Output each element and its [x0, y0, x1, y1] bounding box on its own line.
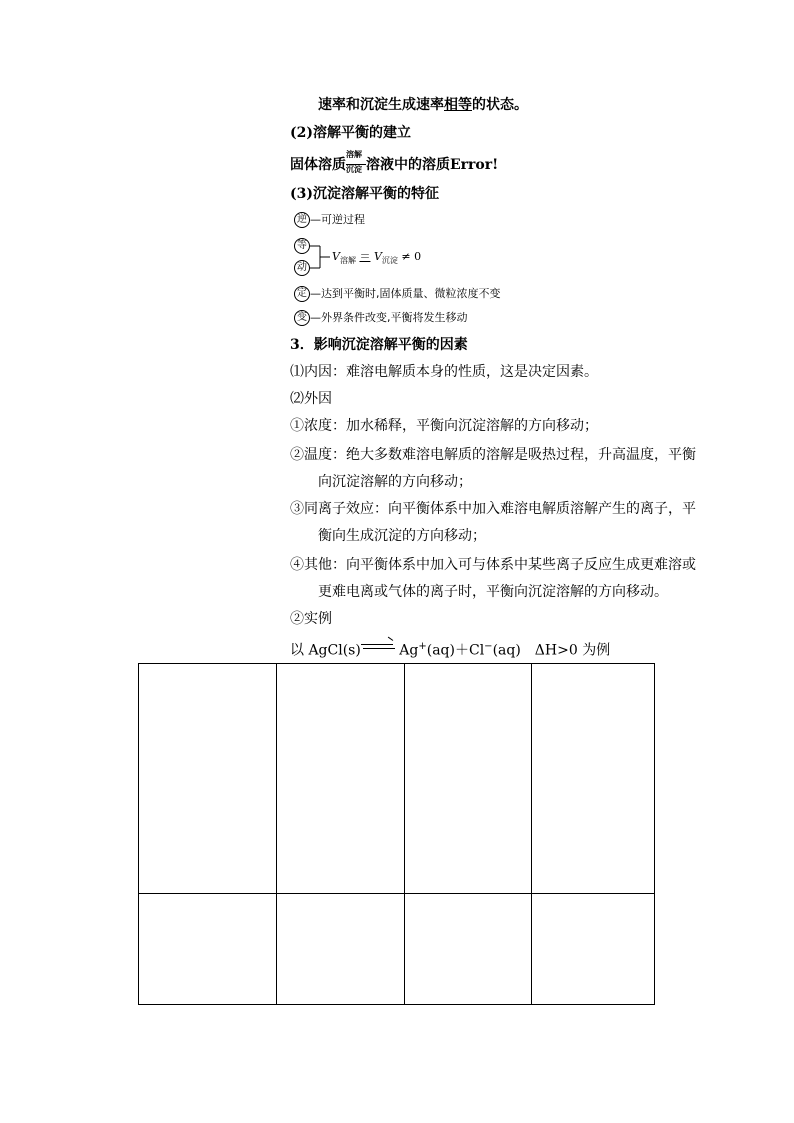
text-line-concentration: ①浓度：加水稀释，平衡向沉淀溶解的方向移动； — [290, 418, 598, 434]
circle-bian: 变 — [294, 310, 310, 326]
feature-text: 可逆过程 — [321, 213, 365, 226]
text-line-common-ion-cont: 衡向生成沉淀的方向移动； — [318, 528, 486, 544]
section-heading-3: 3．影响沉淀溶解平衡的因素 — [290, 337, 468, 353]
text-line-1 — [318, 96, 528, 114]
text-span: 速率和沉淀生成速率 — [318, 97, 444, 113]
text-line-3 — [290, 149, 499, 174]
table-row — [139, 664, 655, 894]
text-span: 固体溶质 — [290, 157, 346, 173]
feature-text: 达到平衡时,固体质量、微粒浓度不变 — [321, 287, 501, 300]
v-sub-dissolve: 溶解 — [339, 256, 356, 266]
example-table — [138, 663, 655, 1005]
text-line-inner-cause: ⑴内因：难溶电解质本身的性质，这是决定因素。 — [290, 364, 598, 380]
feature-ding-text: —达到平衡时,固体质量、微粒浓度不变 — [310, 287, 501, 300]
rate-equation — [332, 250, 421, 268]
superscript: − — [484, 641, 493, 652]
text-line-agcl-equation — [290, 638, 610, 660]
table-cell — [532, 664, 655, 894]
not-equal-zero: ≠ 0 — [401, 250, 422, 263]
text-line-example: ②实例 — [290, 611, 332, 627]
stack-bottom: 沉淀 — [346, 164, 362, 174]
table-cell — [405, 894, 532, 1005]
text-span: (aq) ΔH>0 为例 — [492, 642, 611, 659]
superscript: + — [418, 641, 427, 652]
v-symbol: V — [332, 250, 340, 263]
text-line-outer-cause: ⑵外因 — [290, 391, 332, 407]
table-cell — [139, 894, 277, 1005]
equilibrium-arrow — [361, 638, 395, 656]
text-line-common-ion: ③同离子效应：向平衡体系中加入难溶电解质溶解产生的离子，平 — [290, 501, 696, 517]
circle-dong: 动 — [294, 260, 310, 276]
stack-top: 溶解 — [346, 149, 362, 159]
table-cell — [276, 894, 405, 1005]
equals-sign: ＝ — [359, 250, 371, 263]
feature-ni-text: —可逆过程 — [310, 213, 365, 226]
text-line-other: ④其他：向平衡体系中加入可与体系中某些离子反应生成更难溶或 — [290, 557, 696, 573]
text-span: 的状态。 — [472, 97, 528, 113]
underlined-text: 相等 — [444, 97, 472, 113]
text-line-temperature-cont: 向沉淀溶解的方向移动； — [318, 474, 472, 490]
text-span: 以 AgCl(s) — [290, 642, 361, 659]
circle-ding: 定 — [294, 286, 310, 302]
v-symbol: V — [373, 250, 382, 263]
reaction-condition-stack — [346, 149, 366, 174]
text-line-temperature: ②温度：绝大多数难溶电解质的溶解是吸热过程，升高温度，平衡 — [290, 447, 696, 463]
v-sub-precipitate: 沉淀 — [381, 256, 398, 266]
text-span: 溶液中的溶质Error! — [366, 157, 499, 173]
circle-deng: 等 — [294, 238, 310, 254]
table-cell — [405, 664, 532, 894]
table-cell — [532, 894, 655, 1005]
text-span: (aq)＋Cl — [426, 642, 485, 659]
text-line-other-cont: 更难电离或气体的离子时，平衡向沉淀溶解的方向移动。 — [318, 584, 668, 600]
circle-ni: 逆 — [294, 212, 310, 228]
table-row — [139, 894, 655, 1005]
table-cell — [276, 664, 405, 894]
text-span: Ag — [394, 642, 419, 659]
subheading-2: (2)溶解平衡的建立 — [290, 125, 411, 141]
feature-bian-text: —外界条件改变,平衡将发生移动 — [310, 311, 468, 324]
equilibrium-features-diagram — [294, 212, 554, 332]
feature-text: 外界条件改变,平衡将发生移动 — [321, 311, 468, 324]
subheading-3: (3)沉淀溶解平衡的特征 — [290, 186, 439, 202]
table-cell — [139, 664, 277, 894]
